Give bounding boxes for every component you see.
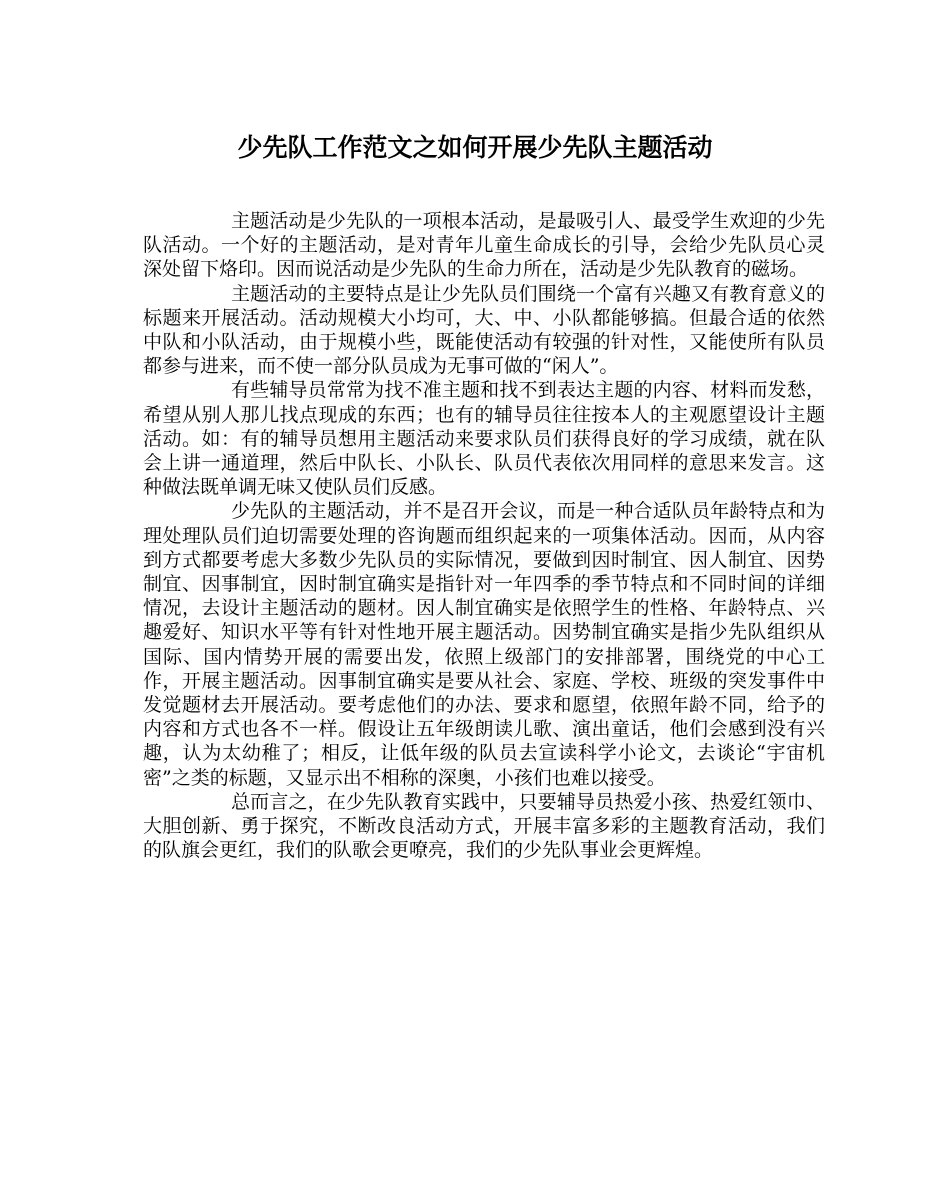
paragraph-3: 有些辅导员常常为找不准主题和找不到表达主题的内容、材料而发愁，希望从别人那儿找点现成的东西；也有的辅导员往往按本人的主观愿望设计主题活动。如：有的辅导员想用主题活动来要求队员们获得良好的学习成绩，就在队会上讲一通道理，然后中队长、小队长、队员代表依次用同样的意思来发言。这种做法既单调无味又使队员们反感。 — [143, 379, 825, 499]
document-body — [143, 209, 825, 862]
paragraph-1: 主题活动是少先队的一项根本活动，是最吸引人、最受学生欢迎的少先队活动。一个好的主题活动，是对青年儿童生命成长的引导，会给少先队员心灵深处留下烙印。因而说活动是少先队的生命力所在，活动是少先队教育的磁场。 — [143, 210, 825, 281]
paragraph-4: 少先队的主题活动，并不是召开会议，而是一种合适队员年龄特点和为理处理队员们迫切需要处理的咨询题而组织起来的一项集体活动。因而，从内容到方式都要考虑大多数少先队员的实际情况，要做到因时制宜、因人制宜、因势制宜、因事制宜，因时制宜确实是指针对一年四季的季节特点和不同时间的详细情况，去设计主题活动的题材。因人制宜确实是依照学生的性格、年龄特点、兴趣爱好、知识水平等有针对性地开展主题活动。因势制宜确实是指少先队组织从国际、国内情势开展的需要出发，依照上级部门的安排部署，围绕党的中心工作，开展主题活动。因事制宜确实是要从社会、家庭、学校、班级的突发事件中发觉题材去开展活动。要考虑他们的办法、要求和愿望，依照年龄不同，给予的内容和方式也各不一样。假设让五年级朗读儿歌、演出童话，他们会感到没有兴趣，认为太幼稚了；相反，让低年级的队员去宣读科学小论文，去谈论“宇宙机密”之类的标题，又显示出不相称的深奥，小孩们也难以接受。 — [143, 500, 825, 789]
paragraph-5: 总而言之，在少先队教育实践中，只要辅导员热爱小孩、热爱红领巾、大胆创新、勇于探究，不断改良活动方式，开展丰富多彩的主题教育活动，我们的队旗会更红，我们的队歌会更嘹亮，我们的少先队事业会更辉煌。 — [143, 790, 825, 862]
paragraph-2: 主题活动的主要特点是让少先队员们围绕一个富有兴趣又有教育意义的标题来开展活动。活动规模大小均可，大、中、小队都能够搞。但最合适的依然中队和小队活动，由于规模小些，既能使活动有较强的针对性，又能使所有队员都参与进来，而不使一部分队员成为无事可做的“闲人”。 — [143, 282, 825, 378]
document-title: 少先队工作范文之如何开展少先队主题活动 — [237, 133, 713, 162]
